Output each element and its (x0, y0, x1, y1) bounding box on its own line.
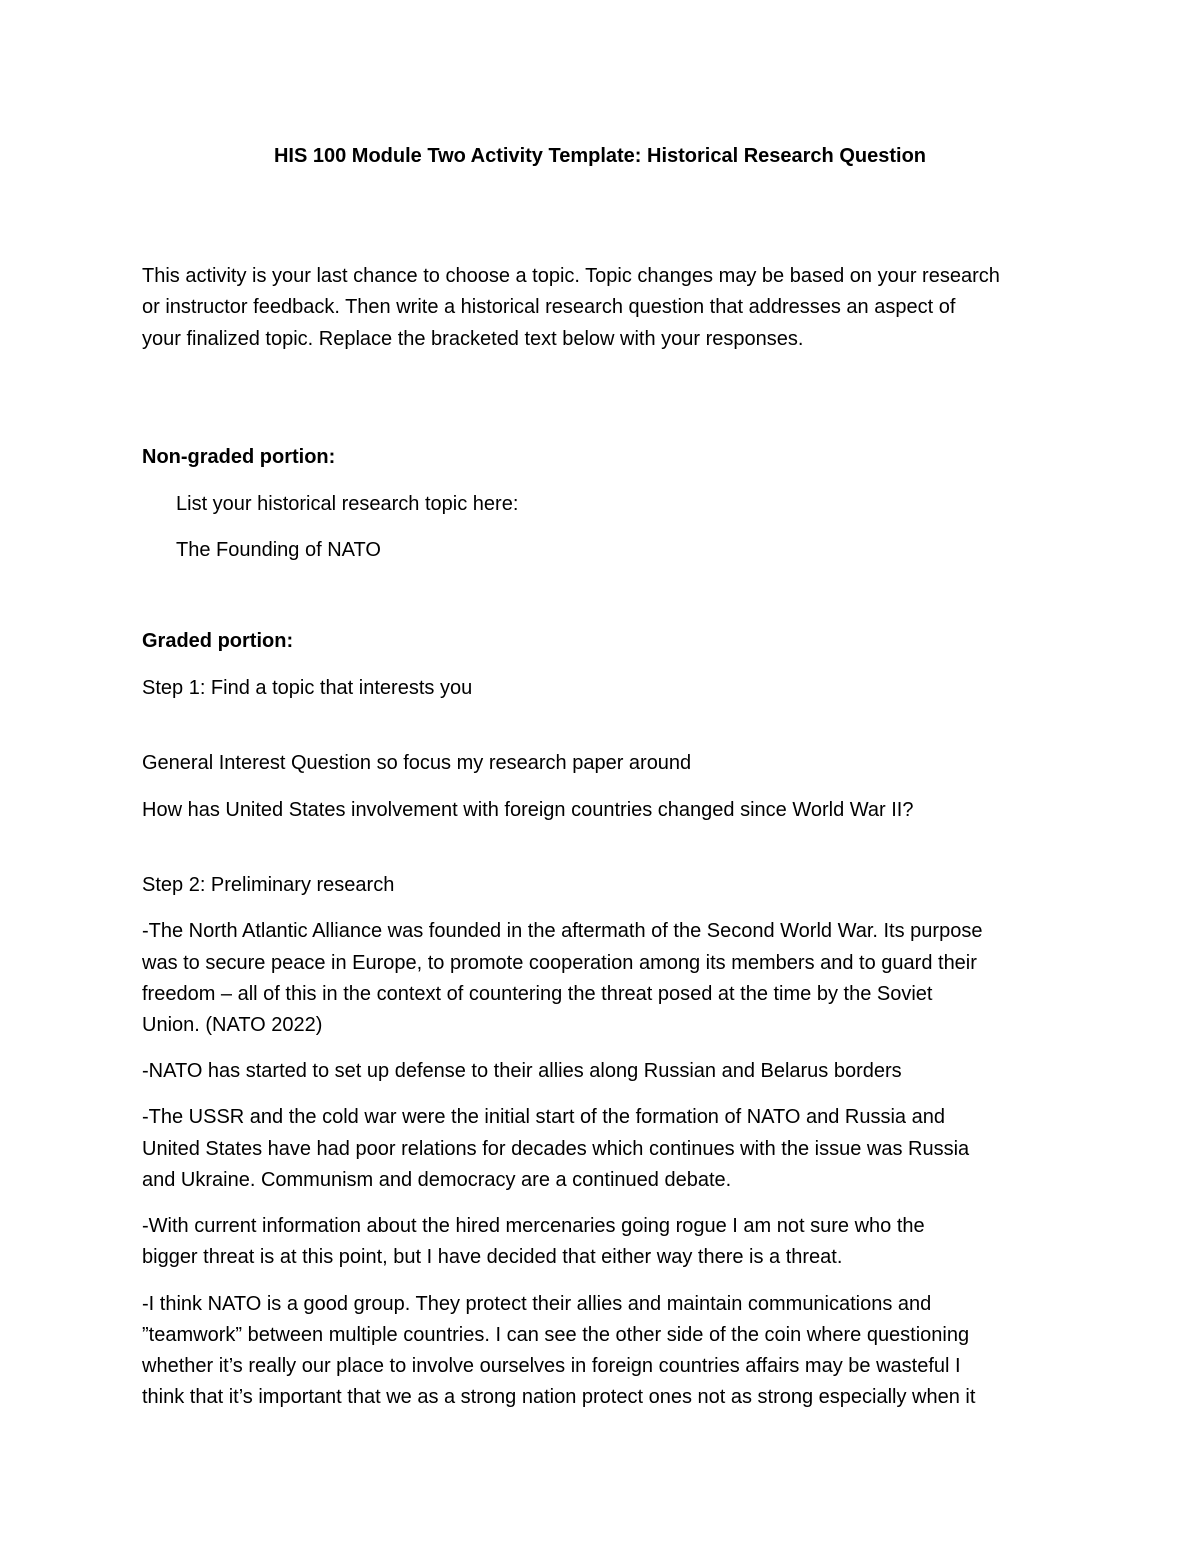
interest-question: How has United States involvement with foreign countries changed since World War II? (142, 799, 914, 821)
text-line: your finalized topic. Replace the bracketed text below with your responses. (142, 328, 804, 350)
text-line: ”teamwork” between multiple countries. I can see the other side of the coin where questioning (142, 1324, 970, 1346)
text-line: and Ukraine. Communism and democracy are a continued debate. (142, 1169, 732, 1191)
text-line: or instructor feedback. Then write a historical research question that addresses an aspect of (142, 296, 956, 318)
text-line: bigger threat is at this point, but I have decided that either way there is a threat. (142, 1246, 843, 1268)
topic-prompt: List your historical research topic here: (176, 493, 519, 515)
text-line: United States have had poor relations for decades which continues with the issue was Russia (142, 1138, 970, 1160)
text-line: This activity is your last chance to choose a topic. Topic changes may be based on your research (142, 265, 1000, 287)
interest-label: General Interest Question so focus my research paper around (142, 752, 692, 774)
text-line: whether it’s really our place to involve ourselves in foreign countries affairs may be wasteful I (142, 1355, 961, 1377)
non-graded-heading: Non-graded portion: (142, 446, 336, 468)
text-line: think that it’s important that we as a strong nation protect ones not as strong especially when it (142, 1386, 976, 1408)
document-title: HIS 100 Module Two Activity Template: Historical Research Question (273, 145, 926, 167)
text-line: Union. (NATO 2022) (142, 1014, 323, 1036)
text-line: -The North Atlantic Alliance was founded in the aftermath of the Second World War. Its purpose (142, 920, 983, 942)
graded-heading: Graded portion: (142, 630, 294, 652)
step1-heading: Step 1: Find a topic that interests you (142, 677, 473, 699)
topic-answer: The Founding of NATO (176, 539, 381, 561)
step2-heading: Step 2: Preliminary research (142, 874, 395, 896)
text-line: -With current information about the hired mercenaries going rogue I am not sure who the (142, 1215, 925, 1237)
text-line: -I think NATO is a good group. They protect their allies and maintain communications and (142, 1293, 932, 1315)
text-line: -NATO has started to set up defense to their allies along Russian and Belarus borders (142, 1060, 902, 1082)
text-line: -The USSR and the cold war were the initial start of the formation of NATO and Russia and (142, 1106, 945, 1128)
text-line: was to secure peace in Europe, to promote cooperation among its members and to guard their (142, 952, 977, 974)
text-line: freedom – all of this in the context of countering the threat posed at the time by the Soviet (142, 983, 933, 1005)
